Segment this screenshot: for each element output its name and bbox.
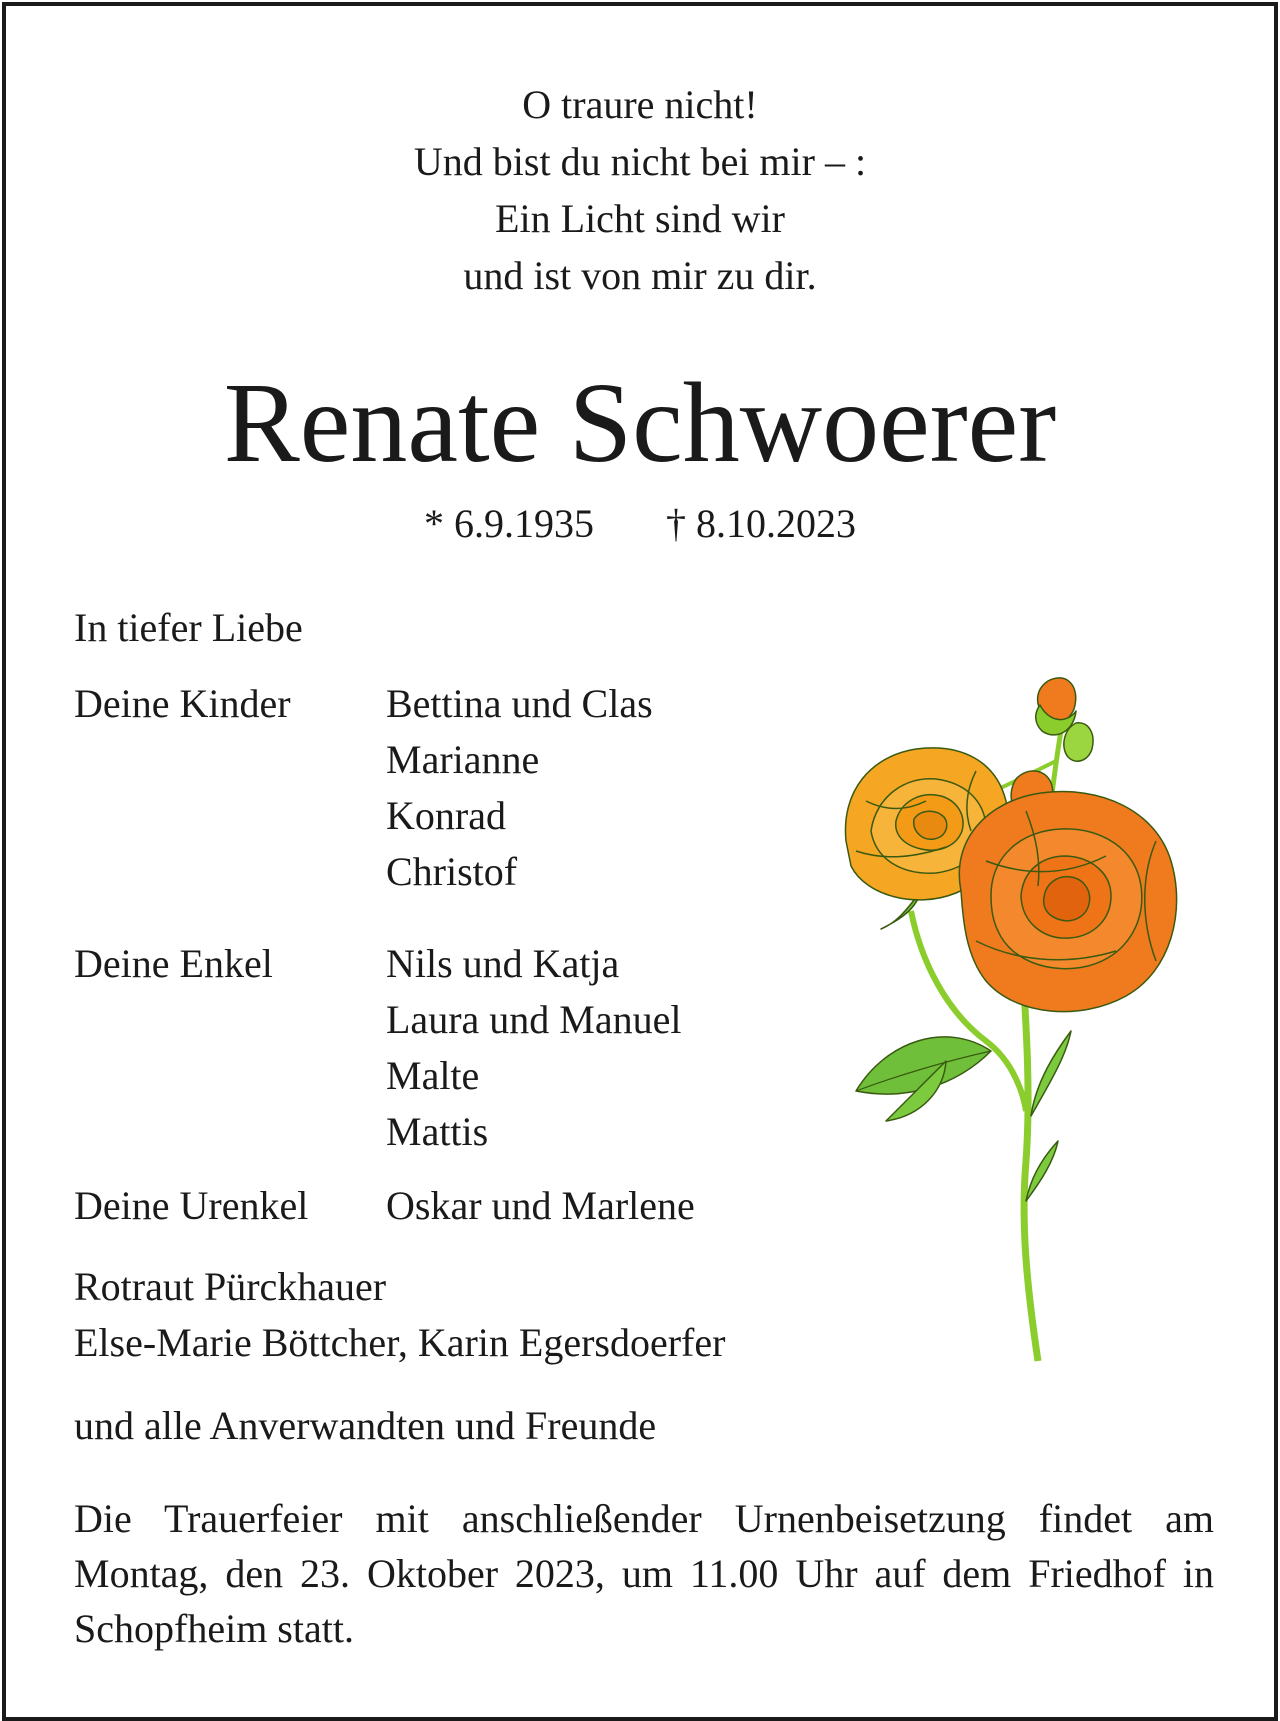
list-item: Mattis (386, 1109, 489, 1154)
list-item: Bettina und Clas (386, 681, 653, 726)
funeral-notice: Die Trauerfeier mit anschließender Urnenbeisetzung findet am Montag, den 23. Oktober 2023, um 11.00 Uhr auf dem Friedhof in Schopfheim statt. (74, 1496, 1214, 1651)
poem-line: O traure nicht! (522, 82, 758, 127)
enkel-list (386, 936, 681, 1160)
urenkel-label: Deine Urenkel (74, 1183, 309, 1228)
death-date: † 8.10.2023 (666, 501, 856, 546)
relatives-text: und alle Anverwandten und Freunde (74, 1403, 657, 1448)
list-item: Konrad (386, 793, 506, 838)
list-item: Malte (386, 1053, 480, 1098)
poem-line: Ein Licht sind wir (495, 196, 785, 241)
poem (6, 76, 1274, 304)
rose-icon (826, 661, 1226, 1371)
birth-date: * 6.9.1935 (424, 501, 594, 546)
deceased-name: Renate Schwoerer (223, 359, 1057, 486)
list-item: Marianne (386, 737, 540, 782)
list-item: Nils und Katja (386, 941, 620, 986)
list-item: Rotraut Pürckhauer (74, 1264, 387, 1309)
list-item: Christof (386, 849, 518, 894)
intro-text: In tiefer Liebe (74, 605, 303, 650)
enkel-label: Deine Enkel (74, 941, 273, 986)
list-item: Else-Marie Böttcher, Karin Egersdoerfer (74, 1320, 726, 1365)
poem-line: Und bist du nicht bei mir – : (413, 139, 867, 184)
poem-line: und ist von mir zu dir. (463, 253, 817, 298)
kinder-list (386, 676, 653, 900)
kinder-label: Deine Kinder (74, 681, 291, 726)
other-mourners (74, 1259, 725, 1371)
life-dates (6, 496, 1274, 552)
list-item: Laura und Manuel (386, 997, 682, 1042)
obituary-card (2, 2, 1278, 1721)
urenkel-name: Oskar und Marlene (386, 1183, 695, 1228)
